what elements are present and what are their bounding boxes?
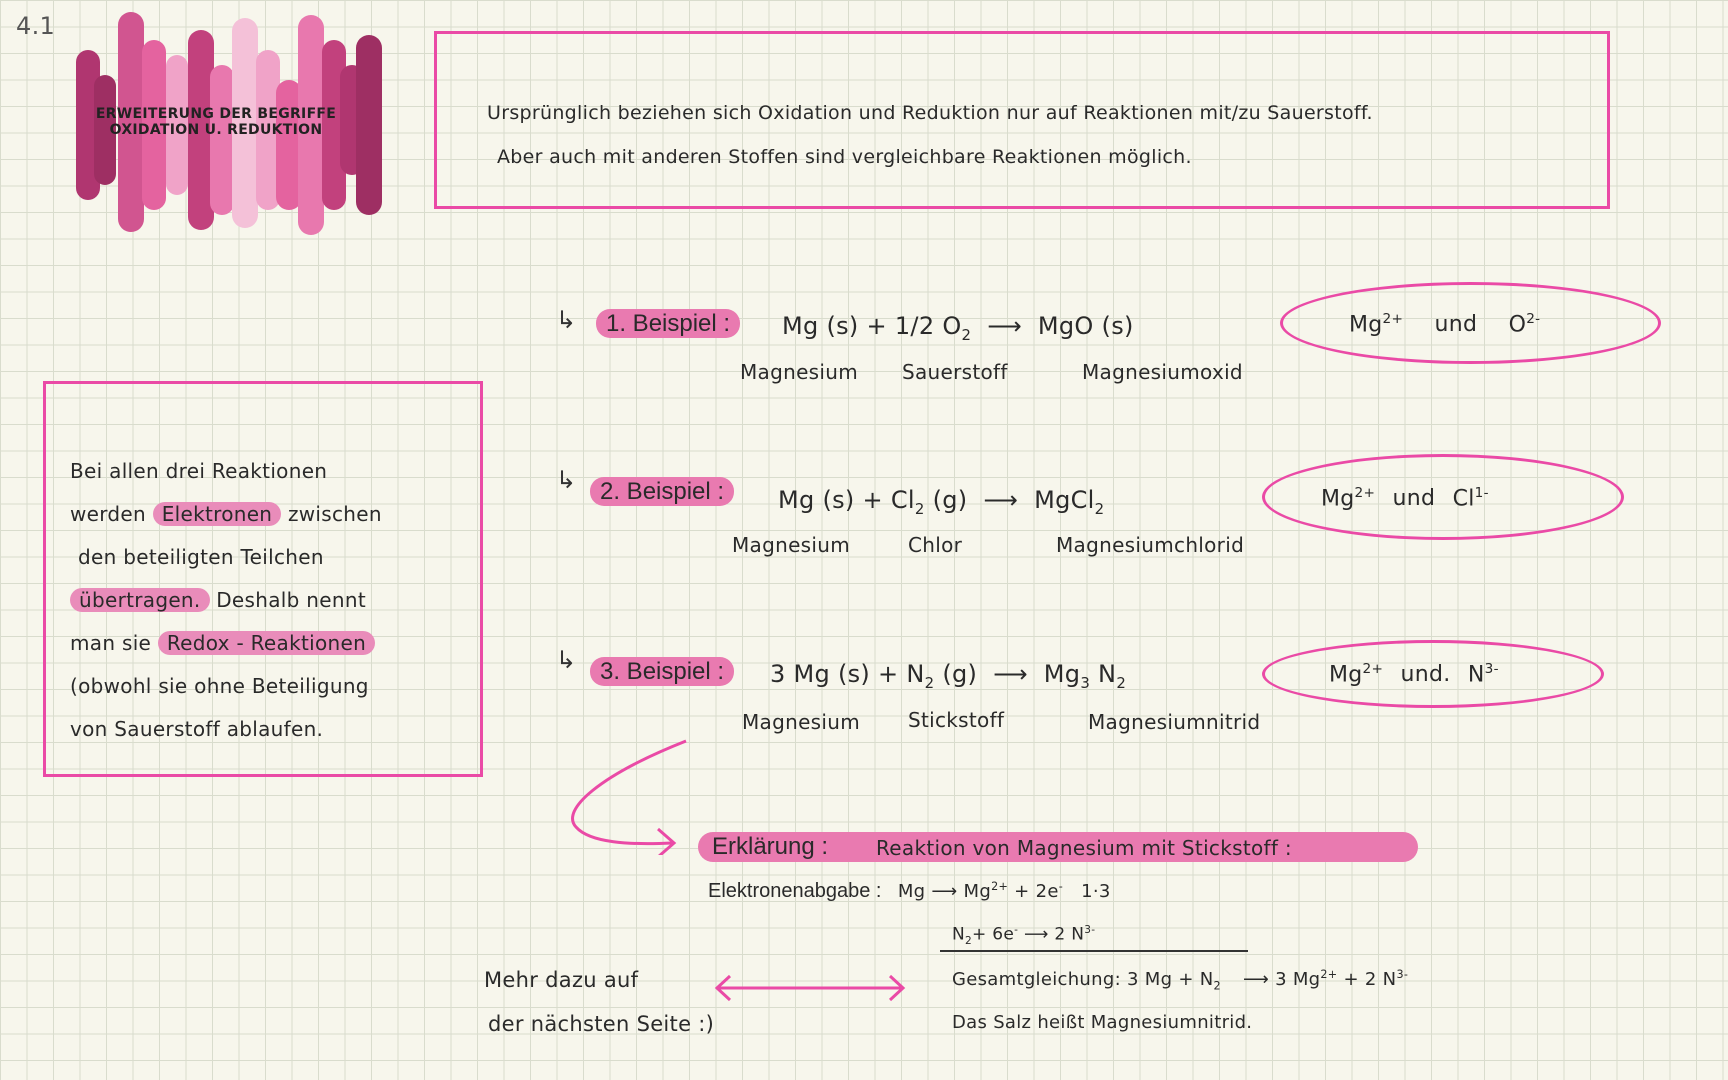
example-3-label-wrap	[590, 658, 734, 686]
explanation-header-bar	[698, 832, 1418, 862]
footer-note-line-2: der nächsten Seite :)	[488, 1012, 715, 1036]
example-2-name-1: Magnesium	[732, 533, 851, 557]
side-line-2a: werden	[70, 502, 147, 526]
example-1-name-1: Magnesium	[740, 360, 859, 384]
example-3-ion-b: N	[1467, 662, 1485, 688]
side-line-2b: zwischen	[287, 502, 382, 526]
example-2-ion-a: Mg	[1321, 486, 1355, 512]
example-1-equation: Mg (s) + 1/2 $O_2$ ⟶ MgO (s)	[782, 312, 1134, 344]
example-2-equation: Mg $(s) + Cl_2$ (g) ⟶ MgCl$_2$	[778, 486, 1105, 518]
example-1-name-2: Sauerstoff	[902, 360, 1008, 384]
side-line-7: von Sauerstoff ablaufen.	[70, 717, 324, 741]
example-3-name-2: Stickstoff	[908, 708, 1005, 732]
sum-line-divider	[940, 950, 1248, 952]
example-2-name-2: Chlor	[908, 533, 963, 557]
example-3-ion-and: und.	[1400, 662, 1451, 688]
highlight-elektronen: Elektronen	[153, 502, 282, 526]
explanation-line-1: Elektronenabgabe : Mg ⟶ $Mg^{2+} + 2e^-$ 1·3	[708, 880, 1111, 902]
side-note-box	[43, 381, 483, 777]
intro-line-1: Ursprünglich beziehen sich Oxidation und Reduktion nur auf Reaktionen mit/zu Sauerstoff.	[487, 102, 1373, 124]
example-1-name-3: Magnesiumoxid	[1082, 360, 1243, 384]
title-line-2: OXIDATION U. REDUKTION	[109, 122, 323, 138]
intro-box	[434, 31, 1610, 209]
example-1-ion-and: und	[1434, 312, 1478, 338]
example-2-label: 2. Beispiel :	[590, 477, 734, 506]
highlight-uebertragen: übertragen.	[70, 588, 210, 612]
title-block	[70, 10, 390, 235]
side-line-6: (obwohl sie ohne Beteiligung	[70, 674, 369, 698]
example-2-name-3: Magnesiumchlorid	[1056, 533, 1245, 557]
side-line-5a: man sie	[70, 631, 152, 655]
example-2-ion-b: Cl	[1452, 486, 1475, 512]
explanation-line-2: $N_2+ 6e^-$ ⟶ 2 $N^{3-}$	[952, 924, 1096, 948]
example-2-ion-and: und	[1392, 486, 1436, 512]
example-1-ions-ellipse: $Mg^{2+}$ und $O^{2-}$	[1280, 282, 1661, 364]
double-arrow-icon	[712, 972, 908, 1002]
example-1-ion-b: O	[1508, 312, 1527, 338]
example-3-label: 3. Beispiel :	[590, 657, 734, 686]
side-line-4b: Deshalb nennt	[216, 588, 366, 612]
example-3-equation: 3 Mg $(s) + N_2$ (g) ⟶ $Mg_3$ $N_2$	[770, 660, 1127, 692]
example-3-name-3: Magnesiumnitrid	[1088, 710, 1261, 734]
page-number: 4.1	[16, 12, 56, 40]
example-1-label-wrap	[596, 310, 740, 338]
explanation-total: Gesamtgleichung: 3 $Mg + N_2$ ⟶ 3 $Mg^{2+} + 2$ $N^{3-}$	[952, 968, 1409, 993]
curved-arrow-icon	[560, 735, 690, 855]
side-line-3: den beteiligten Teilchen	[78, 545, 324, 569]
explanation-salt: Das Salz heißt Magnesiumnitrid.	[952, 1012, 1253, 1033]
arrow-hook-icon: ↳	[556, 306, 577, 334]
example-1-label: 1. Beispiel :	[596, 309, 740, 338]
intro-line-2: Aber auch mit anderen Stoffen sind vergleichbare Reaktionen möglich.	[497, 146, 1192, 168]
example-2-label-wrap	[590, 478, 734, 506]
explanation-label: Erklärung :	[712, 833, 829, 860]
example-3-name-1: Magnesium	[742, 710, 861, 734]
example-3-ions-ellipse: $Mg^{2+}$ und. $N^{3-}$	[1262, 640, 1604, 708]
example-3-ion-a: Mg	[1329, 662, 1363, 688]
arrow-hook-icon: ↳	[556, 646, 577, 674]
title-line-1: ERWEITERUNG DER BEGRIFFE	[95, 106, 337, 122]
example-2-ions-ellipse: $Mg^{2+}$ und $Cl^{1-}$	[1262, 454, 1624, 540]
footer-note-line-1: Mehr dazu auf	[484, 968, 639, 992]
side-line-1: Bei allen drei Reaktionen	[70, 459, 328, 483]
example-1-ion-a: Mg	[1349, 312, 1383, 338]
arrow-hook-icon: ↳	[556, 466, 577, 494]
explanation-heading: Reaktion von Magnesium mit Stickstoff :	[876, 836, 1292, 860]
highlight-redox: Redox - Reaktionen	[158, 631, 375, 655]
